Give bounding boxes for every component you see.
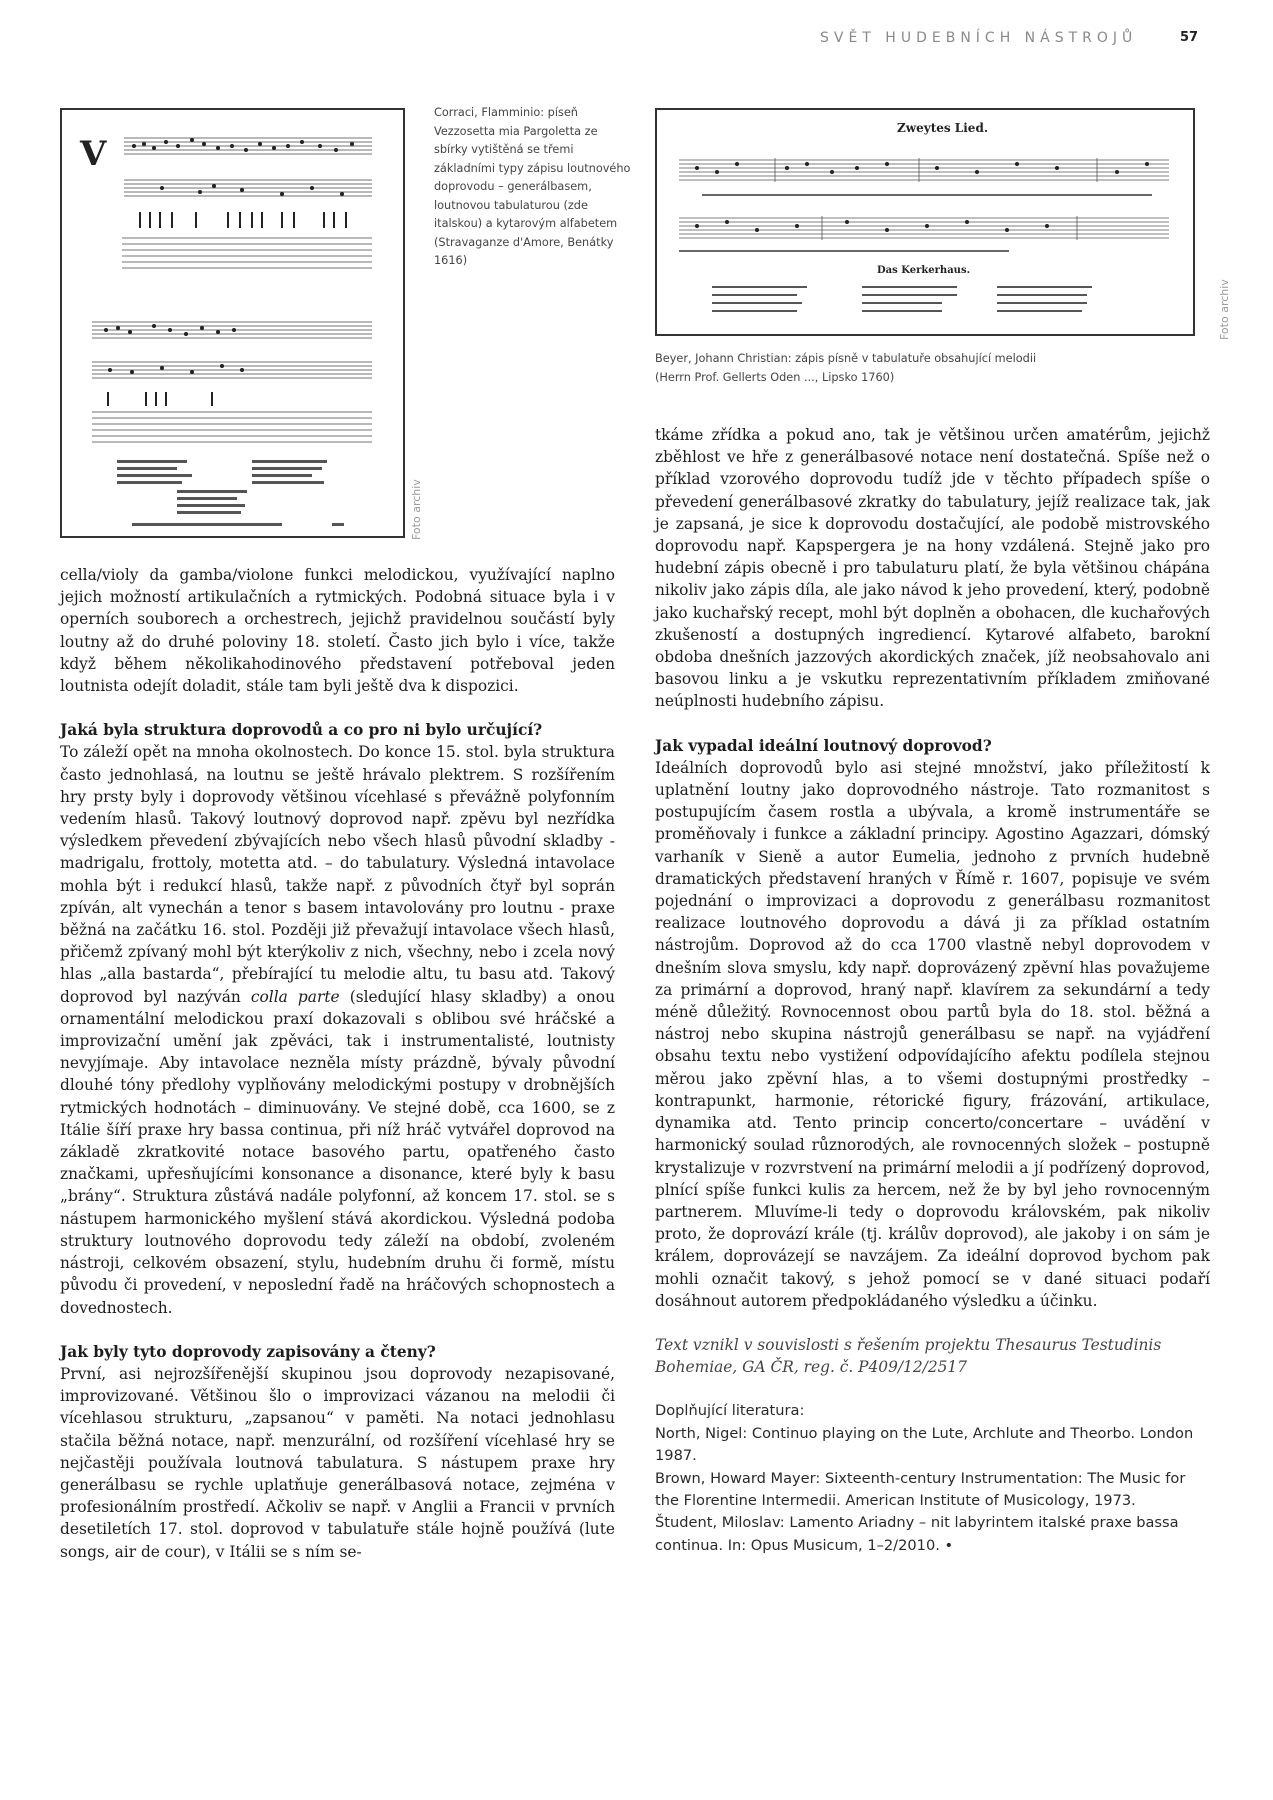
score-notes-upper — [132, 138, 354, 196]
caption-right-line-1: Beyer, Johann Christian: zápis písně v tabulatuře obsahující melodii — [655, 352, 1037, 365]
tablature-staff-1 — [679, 158, 1169, 182]
literature-item: Brown, Howard Mayer: Sixteenth-century Instrumentation: The Music for the Florentine Intermedii. American Institute of Musicology, 1973. — [655, 1469, 1186, 1509]
photo-credit-left: Foto archiv — [410, 479, 423, 540]
tablature-staff-2 — [679, 216, 1169, 240]
score-image-right — [657, 110, 1193, 334]
running-header-title: SVĚT HUDEBNÍCH NÁSTROJŮ — [820, 30, 1138, 46]
section-heading-ideal: Jak vypadal ideální loutnový doprovod? — [655, 736, 992, 755]
section-heading-notation: Jak byly tyto doprovody zapisovány a čteny? — [60, 1342, 436, 1361]
paragraph-structure — [60, 741, 615, 1318]
literature-item: North, Nigel: Continuo playing on the Lute, Archlute and Theorbo. London 1987. — [655, 1424, 1194, 1465]
poem-title: Das Kerkerhaus. — [877, 265, 971, 276]
literature-item: Študent, Miloslav: Lamento Ariadny – nit labyrintem italské praxe bassa continua. In: Opus Musicum, 1–2/2010. • — [655, 1514, 1179, 1554]
lyrics-lines — [679, 194, 1152, 252]
page-number: 57 — [1180, 30, 1199, 45]
score-alfabeto-strokes-upper — [140, 212, 346, 228]
score-staves-upper — [122, 138, 372, 268]
figure-caption-right — [655, 350, 1215, 387]
paragraph-notation: První, asi nejrozšířenější skupinou jsou doprovody nezapisované, improvizované. Většinou šlo o improvizaci vázanou na melodii či vícehlasou strukturu, „zapsanou“ v paměti. Na notaci jednohlasu stačila běžná notace, např. menzurální, od rozšíření vícehlasé hry se nejčastěji používala loutnová tabulatura. S nástupem praxe hry generálbasu se rychle uplatňuje generálbasová notace, zejména v profesionálním prostředí. Ačkoliv se např. v Anglii a Francii v prvních desetiletích 17. stol. doprovod v tabulatuře stále hojně používá (lute songs, air de cour), v Itálii se s ním se- — [60, 1364, 615, 1561]
figure-caption-left: Corraci, Flamminio: píseň Vezzosetta mia Pargoletta ze sbírky vytištěná se třemi základními typy zápisu loutnového doprovodu – generálbasem, loutnovou tabulaturou (zde italskou) a kytarovým alfabetem (Stravaganze d'Amore, Benátky 1616) — [434, 106, 631, 267]
score-initial-letter: V — [80, 134, 107, 174]
project-note-line-2: Bohemiae, GA ČR, reg. č. P409/12/2517 — [655, 1358, 967, 1377]
project-note — [655, 1334, 1210, 1378]
article-column-left — [60, 564, 615, 1563]
paragraph-structure-part-2: (sledující hlasy skladby) a onou ornamentální melodickou praxí dokazovali s oblibou své hráčské a improvizační umění jak zpěváci, tak i instrumentalisté, loutnisty nevyjímaje. Aby intavolace nezněla místy prázdně, bývaly původní dlouhé tóny předlohy vyplňovány melodickými postupy v drobnějších rytmických hodnotách – diminuovány. Ve stejné době, cca 1600, se z Itálie šíří praxe hry bassa continua, při níž hráč vytvářel doprovod na základě zkratkovité notace basového partu, opatřeného často značkami, upřesňujícími konsonance a disonance, které byly k basu „brány“. Struktura zůstává nadále polyfonní, až koncem 17. stol. se s nástupem harmonického myšlení stává akordickou. Výsledná podoba struktury loutnového doprovodu tedy záleží na období, zvoleném nástroji, celkovém obsazení, stylu, hudebním druhu či formě, místu původu či provedení, v neposlední řadě na hráčových schopnostech a dovednostech. — [60, 987, 615, 1317]
photo-credit-right: Foto archiv — [1218, 279, 1231, 340]
caption-right-line-2: (Herrn Prof. Gellerts Oden ..., Lipsko 1760) — [655, 370, 895, 384]
paragraph-structure-part-1: To záleží opět na mnoha okolnostech. Do konce 15. stol. byla struktura často jednohlasá, na loutnu se ještě hrávalo plektrem. S rozšířením hry prsty byly i doprovody většinou vícehlasé s převážně polyfonním vedením hlasů. Takový loutnový doprovod např. zpěvu byl nezřídka výsledkem převedení zbývajících nebo všech hlasů původní skladby - madrigalu, frottoly, motetta atd. – do tabulatury. Výsledná intavolace mohla být i redukcí hlasů, takže např. z původních čtyř byl soprán zpíván, alt vynechán a tenor s basem intavolovány pro loutnu - praxe běžná na začátku 16. stol. Později již převažují intavolace všech hlasů, přičemž zpívaný mohl být kterýkoliv z nich, všechny, nebo i zcela nový hlas „alla bastarda“, přebírající tu melodie altu, tu basu atd. Takový doprovod byl nazýván — [60, 743, 615, 1006]
score-title: Zweytes Lied. — [897, 121, 989, 135]
score-staves-lower — [92, 322, 372, 442]
project-note-line-1: Text vznikl v souvislosti s řešením projektu Thesaurus Testudinis — [655, 1335, 1162, 1354]
tablature-letters — [695, 162, 1149, 232]
score-verse-text — [117, 460, 344, 526]
paragraph-continuation: tkáme zřídka a pokud ano, tak je většinou určen amatérům, jejichž zběhlost ve hře z generálbasové notace není dostatečná. Spíše než o příklad vzorového doprovodu tudíž jde v těchto případech spíše o převedení generálbasové zkratky do tabulatury, jejíž realizace tak, jak je zapsaná, je sice k doprovodu dostačující, ale podobě mistrovského doprovodu např. Kapspergera je na hony vzdálená. Stejně jako pro hudební zápis obecně i pro tabulaturu platí, že byla většinou chápána nikoliv jako zápis díla, ale jako návod k jeho provedení, který, podobně jako kuchařský recept, mohl být doplněn a obohacen, dle kuchařových zkušeností a dostupných ingrediencí. Kytarové alfabeto, barokní obdoba dnešních jazzových akordických značek, jíž neobsahovalo ani basovou linku a je vskutku reprezentativním příkladem zmiňované neúplnosti hudebního zápisu. — [655, 426, 1210, 711]
paragraph-ideal: Ideálních doprovodů bylo asi stejné množství, jako příležitostí k uplatnění loutny jako doprovodného nástroje. Tato rozmanitost s postupujícím časem rostla a ubývala, a kromě instrumentáře se proměňovaly i funkce a základní principy. Agostino Agazzari, dómský varhaník v Sieně a autor Eumelia, jednoho z prvních hudebně dramatických představení hraných v Římě r. 1607, popisuje ve svém pojednání o improvizaci a doprovodu z generálbasu rozmanitost realizace loutnového doprovodu a dává ji za příklad ostatním nástrojům. Doprovod až do cca 1700 vlastně nebyl doprovodem v dnešním slova smyslu, kdy např. doprovázený zpěvní hlas považujeme za primární a doprovod, hraný např. klavírem za sekundární a tedy méně důležitý. Rovnocennost obou partů byla do 18. stol. běžná a nástroj nebo skupina nástrojů generálbasu se např. na vyjádření obsahu textu nebo vystižení odpovídajícího afektu podílela stejnou měrou jako zpěvní hlas, a to všemi dostupnými prostředky – kontrapunkt, harmonie, rétorické figury, frázování, artikulace, dynamika atd. Tento princip concerto/concertare – uvádění v harmonický soulad různorodých, ale rovnocenných složek – postupně krystalizuje v rozvrstvení na primární melodii a jí podřízený doprovod, plnící spíše funkci kulis za hercem, než že by byl jeho rovnocenným partnerem. Mluvíme-li tedy o doprovodu královském, pak nikoliv proto, že doprovází krále (tj. králův doprovod), ale jakoby i on sám je králem, doprovázejí se navzájem. Za ideální doprovod bychom pak mohli označit takový, s jehož pomocí se v dané situaci podaří dosáhnout autorem předpokládaného výsledku a účinku. — [655, 758, 1210, 1310]
article-column-right — [655, 424, 1210, 1557]
figure-score-beyer — [655, 108, 1195, 336]
score-alfabeto-strokes-lower — [108, 392, 212, 406]
paragraph-intro: cella/violy da gamba/violone funkci melodickou, využívající naplno jejich možností artikulačních a rytmických. Podobná situace byla i v operních souborech a orchestrech, jejichž pravidelnou součástí byly loutny až do druhé poloviny 18. století. Často jich bylo i více, takže když během několikahodinového představení potřeboval jeden loutnista odejít doladit, stále tam byli ještě dva k dispozici. — [60, 566, 615, 696]
score-notes-lower — [104, 324, 244, 374]
literature-section — [655, 1400, 1210, 1557]
term-colla-parte: colla parte — [250, 987, 340, 1006]
score-image-left — [62, 110, 403, 536]
literature-heading: Doplňující literatura: — [655, 1402, 805, 1420]
figure-score-corraci — [60, 108, 405, 538]
section-heading-structure: Jaká byla struktura doprovodů a co pro ni bylo určující? — [60, 721, 543, 740]
poem-stanzas — [712, 286, 1092, 312]
